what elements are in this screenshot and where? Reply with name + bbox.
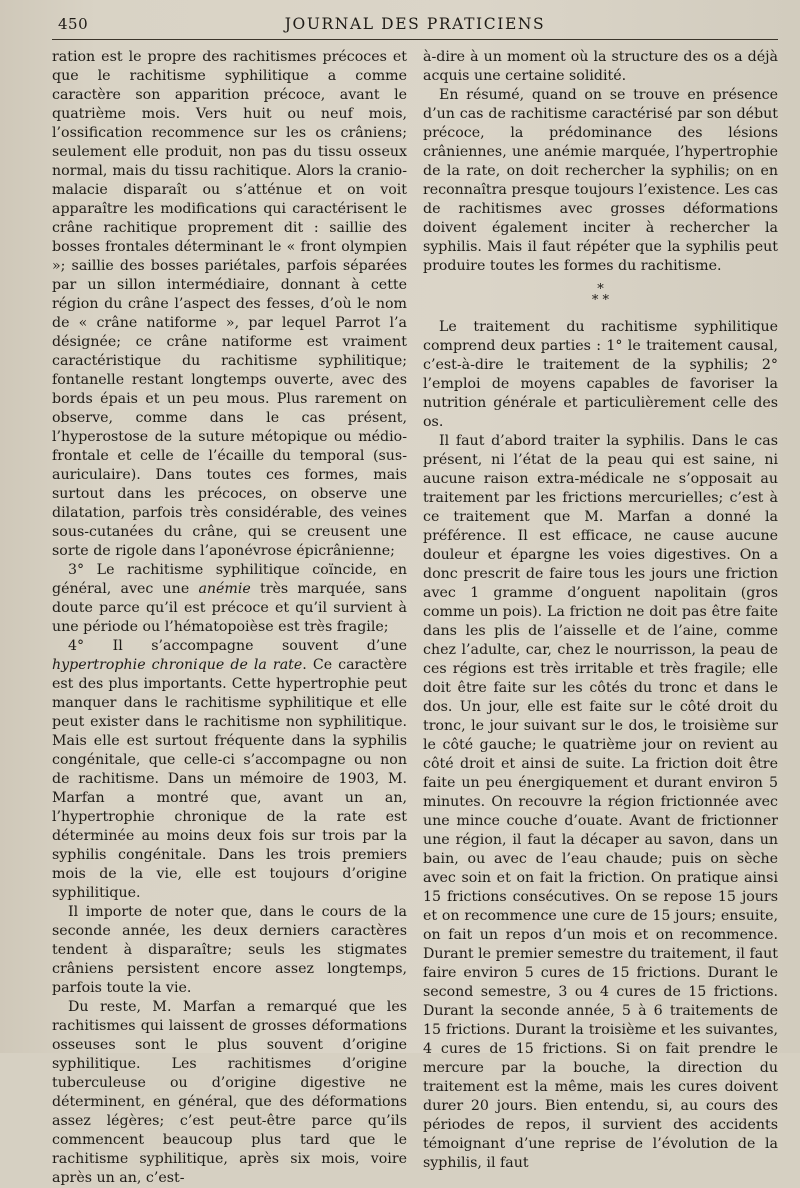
separator-star: * — [597, 282, 604, 297]
paragraph: Il importe de noter que, dans le cours de la seconde année, les deux derniers caractères tendent à disparaître; seuls les stigmates crâniens persistent encore assez longtemps, parfois toute la vie. — [52, 904, 407, 996]
page-number: 450 — [58, 15, 89, 33]
text-columns — [52, 48, 778, 1188]
paragraph: Il faut d’abord traiter la syphilis. Dans le cas présent, ni l’état de la peau qui est saine, ni aucune raison extra-médicale ne s’opposait au traitement par les frictions mercurielles; c’est à ce traitement que M. Marfan a donné la préférence. Il est efficace, ne cause aucune douleur et épargne les voies digestives. On a donc prescrit de faire tous les jours une friction avec 1 gramme d’onguent napolitain (gros comme un pois). La friction ne doit pas être faite dans les plis de l’aisselle et de l’aine, comme chez l’adulte, car, chez le nourrisson, la peau de ces régions est très irritable et très fragile; elle doit être faite sur les côtés du tronc et dans le dos. Un jour, elle est faite sur le côté droit du tronc, le jour suivant sur le dos, le troisième sur le côté gauche; le quatrième jour on revient au côté droit et ainsi de suite. La friction doit être faite un peu énergiquement et durant environ 5 minutes. On recouvre la région frictionnée avec une mince couche d’ouate. Avant de frictionner une région, il faut la décaper au savon, dans un bain, ou avec de l’eau chaude; puis on sèche avec soin et on fait la friction. On pratique ainsi 15 frictions consécutives. On se repose 15 jours et on recommence une cure de 15 jours; ensuite, on fait un repos d’un mois et on recommence. Durant le premier semestre du traitement, il faut faire environ 5 cures de 15 frictions. Durant le second semestre, 3 ou 4 cures de 15 frictions. Durant la seconde année, 5 à 6 traitements de 15 frictions. Durant la troisième et les suivantes, 4 cures de 15 frictions. Si on fait prendre le mercure par la bouche, la direction du traitement est la même, mais les cures doivent durer 20 jours. Bien entendu, si, au cours des périodes de repos, il survient des accidents témoignant d’une reprise de l’évolution de la syphilis, il faut — [423, 433, 778, 1171]
right-column — [423, 48, 778, 1188]
text-run: très marquée, sans doute parce qu’il est précoce et qu’il survient à une période ou l’hématopoièse est très fragile; — [52, 581, 407, 635]
paragraph-rate — [52, 637, 407, 903]
paragraph: à-dire à un moment où la structure des os a déjà acquis une certaine solidité. — [423, 49, 778, 84]
page-header — [52, 12, 778, 40]
italic-term: anémie — [198, 581, 251, 597]
left-column — [52, 48, 407, 1188]
journal-title: JOURNAL DES PRATICIENS — [284, 15, 546, 33]
separator-stars: * * — [591, 293, 610, 308]
paragraph: ration est le propre des rachitismes précoces et que le rachitisme syphilitique a comme caractère son apparition précoce, avant le quatrième mois. Vers huit ou neuf mois, l’ossification recommence sur les os crâniens; seulement elle produit, non pas du tissu osseux normal, mais du tissu rachitique. Alors la cranio-malacie disparaît ou s’atténue et on voit apparaître les modifications qui caractérisent le crâne rachitique proprement dit : saillie des bosses frontales déterminant le « front olympien »; saillie des bosses pariétales, parfois séparées par un sillon intermédiaire, donnant à cette région du crâne l’aspect des fesses, d’où le nom de « crâne natiforme », par lequel Parrot l’a désignée; ce crâne natiforme est vraiment caractéristique du rachitisme syphilitique; fontanelle restant longtemps ouverte, avec des bords épais et un peu mous. Plus rarement on observe, comme dans le cas présent, l’hyperostose de la suture métopique ou médio-frontale et celle de l’écaille du temporal (sus-auriculaire). Dans toutes ces formes, mais surtout dans les précoces, on observe une dilatation, parfois très considérable, des veines sous-cutanées du crâne, qui se creusent une sorte de rigole dans l’aponévrose épicrânienne; — [52, 49, 407, 559]
text-run: . Ce caractère est des plus importants. Cette hypertrophie peut manquer dans le rachitisme syphilitique et elle peut exister dans le rachitisme non syphilitique. Mais elle est surtout fréquente dans la syphilis congénitale, que celle-ci s’accompagne ou non de rachitisme. Dans un mémoire de 1903, M. Marfan a montré que, avant un an, l’hypertrophie chronique de la rate est déterminée au moins deux fois sur trois par la syphilis congénitale. Dans les trois premiers mois de la vie, elle est toujours d’origine syphilitique. — [52, 657, 407, 901]
text-run: 4° Il s’accompagne souvent d’une — [68, 638, 407, 654]
paragraph-anemie — [52, 561, 407, 637]
paragraph: Le traitement du rachitisme syphilitique comprend deux parties : 1° le traitement causal, c’est-à-dire le traitement de la syphilis; 2° l’emploi de moyens capables de favoriser la nutrition générale et particulièrement celle des os. — [423, 319, 778, 430]
italic-term: hypertrophie chronique de la rate — [52, 657, 303, 673]
paragraph: Du reste, M. Marfan a remarqué que les rachitismes qui laissent de grosses déformations osseuses sont le plus souvent d’origine syphilitique. Les rachitismes d’origine tuberculeuse ou d’origine digestive ne déterminent, en général, que des déformations assez légères; c’est peut-être parce qu’ils commencent beaucoup plus tard que le rachitisme syphilitique, après six mois, voire après un an, c’est- — [52, 999, 407, 1186]
section-separator — [423, 284, 778, 306]
paragraph: En résumé, quand on se trouve en présence d’un cas de rachitisme caractérisé par son début précoce, la prédominance des lésions crâniennes, une anémie marquée, l’hypertrophie de la rate, on doit rechercher la syphilis; on en reconnaîtra presque toujours l’existence. Les cas de rachitismes avec grosses déformations doivent également inciter à rechercher la syphilis. Mais il faut répéter que la syphilis peut produire toutes les formes du rachitisme. — [423, 87, 778, 274]
text-run: 3° Le rachitisme syphilitique coïncide, en général, avec une — [52, 562, 407, 597]
